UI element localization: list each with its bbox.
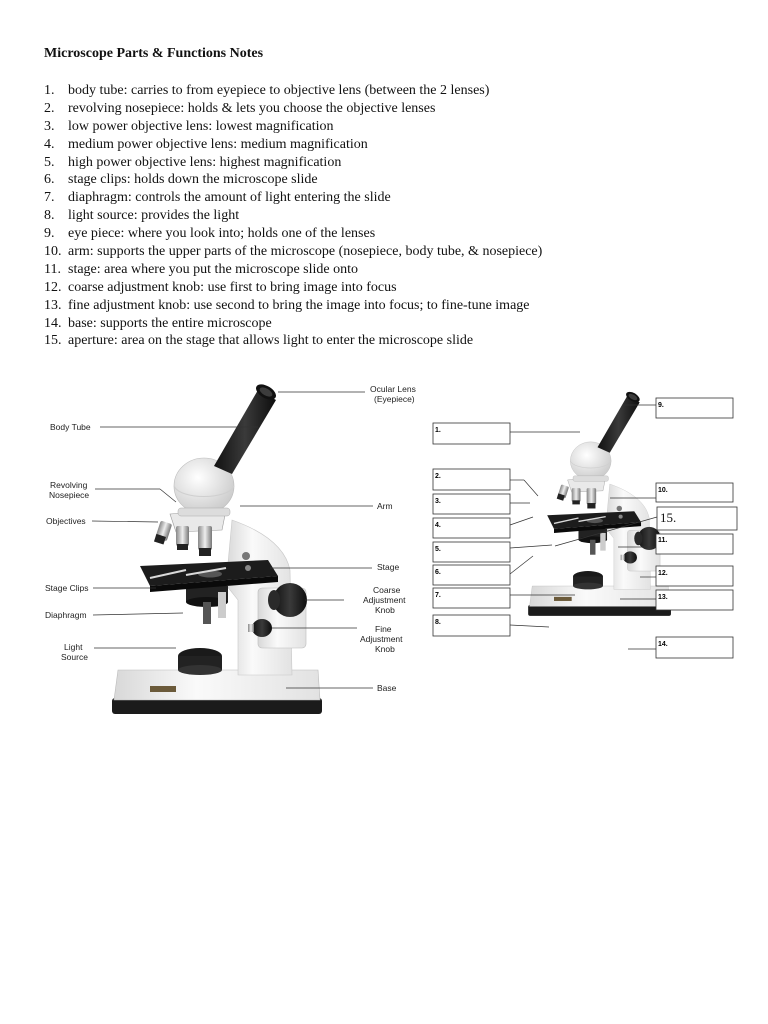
- svg-text:Knob: [375, 605, 395, 615]
- note-text: revolving nosepiece: holds & lets you choose the objective lenses: [68, 100, 436, 116]
- svg-text:Adjustment: [360, 634, 403, 644]
- svg-text:7.: [435, 592, 441, 599]
- svg-text:15.: [660, 510, 676, 525]
- microscope-figures: [0, 370, 768, 730]
- note-item: [44, 189, 542, 207]
- note-text: stage clips: holds down the microscope slide: [68, 172, 318, 188]
- svg-text:Ocular Lens: [370, 384, 416, 394]
- note-text: medium power objective lens: medium magnification: [68, 136, 368, 152]
- svg-text:12.: [658, 570, 668, 577]
- note-number: 3.: [44, 118, 55, 134]
- note-text: coarse adjustment knob: use first to bring image into focus: [68, 279, 397, 295]
- svg-text:Body Tube: [50, 422, 91, 432]
- box-number-12: 12.: [658, 570, 668, 577]
- box-number-11: 11.: [658, 537, 668, 544]
- label-stage-clips: Stage Clips: [45, 583, 89, 593]
- note-number: 11.: [44, 261, 61, 277]
- notes-list: [44, 82, 542, 350]
- svg-text:Coarse: [373, 585, 401, 595]
- label-stage: Stage: [377, 562, 400, 572]
- note-number: 8.: [44, 208, 55, 224]
- note-item: [44, 171, 542, 189]
- answer-box-7[interactable]: [433, 588, 510, 608]
- page-title: Microscope Parts & Functions Notes: [44, 46, 264, 61]
- label-light: Light: [64, 642, 83, 652]
- box-number-2: 2.: [435, 473, 441, 480]
- svg-text:9.: [658, 402, 664, 409]
- svg-text:Revolving: [50, 480, 88, 490]
- label-body-tube: Body Tube: [50, 422, 91, 432]
- label-diaphragm: Diaphragm: [45, 610, 87, 620]
- note-item: [44, 225, 542, 243]
- note-text: diaphragm: controls the amount of light entering the slide: [68, 190, 391, 206]
- svg-text:4.: [435, 522, 441, 529]
- note-item: [44, 279, 542, 297]
- note-number: 7.: [44, 190, 55, 206]
- svg-text:14.: [658, 641, 668, 648]
- note-item: [44, 315, 542, 333]
- svg-text:Diaphragm: [45, 610, 87, 620]
- svg-text:Arm: [377, 501, 393, 511]
- box-number-6: 6.: [435, 569, 441, 576]
- answer-box-9[interactable]: [656, 398, 733, 418]
- note-text: light source: provides the light: [68, 208, 240, 224]
- note-number: 5.: [44, 154, 55, 170]
- svg-text:Fine: [375, 624, 392, 634]
- note-text: base: supports the entire microscope: [68, 315, 272, 331]
- box-number-1: 1.: [435, 427, 441, 434]
- answer-box-6[interactable]: [433, 565, 510, 585]
- label-ocular-lens: Ocular Lens: [370, 384, 416, 394]
- answer-box-5[interactable]: [433, 542, 510, 562]
- note-number: 6.: [44, 172, 55, 188]
- note-text: stage: area where you put the microscope slide onto: [68, 261, 359, 277]
- note-number: 1.: [44, 83, 55, 98]
- svg-text:8.: [435, 619, 441, 626]
- note-item: [44, 82, 542, 100]
- label-nosepiece: Nosepiece: [49, 490, 90, 500]
- labeled-microscope: [45, 381, 416, 714]
- box-number-8: 8.: [435, 619, 441, 626]
- answer-box-4[interactable]: [433, 518, 510, 538]
- svg-text:Base: [377, 683, 397, 693]
- box-number-13: 13.: [658, 594, 668, 601]
- label-coarse-knob: Knob: [375, 605, 395, 615]
- note-text: arm: supports the upper parts of the microscope (nosepiece, body tube, & nosepiece): [68, 244, 543, 260]
- note-number: 9.: [44, 226, 55, 242]
- note-item: [44, 154, 542, 172]
- blank-microscope: [433, 390, 737, 658]
- label-eyepiece: (Eyepiece): [374, 394, 415, 404]
- svg-text:Stage: [377, 562, 399, 572]
- note-item: [44, 261, 542, 279]
- answer-box-8[interactable]: [433, 615, 510, 636]
- note-number: 2.: [44, 100, 55, 116]
- note-item: [44, 118, 542, 136]
- svg-text:Adjustment: [363, 595, 406, 605]
- note-item: [44, 207, 542, 225]
- label-source: Source: [61, 652, 88, 662]
- svg-text:(Eyepiece): [374, 394, 415, 404]
- note-text: aperture: area on the stage that allows light to enter the microscope slide: [68, 333, 474, 349]
- box-number-9: 9.: [658, 402, 664, 409]
- box-number-14: 14.: [658, 641, 668, 648]
- svg-text:Light: [64, 642, 83, 652]
- svg-text:Nosepiece: [49, 490, 89, 500]
- note-item: [44, 136, 542, 154]
- label-fine: Fine: [375, 624, 392, 634]
- label-revolving: Revolving: [50, 480, 88, 490]
- label-arm: Arm: [377, 501, 393, 511]
- note-text: low power objective lens: lowest magnification: [68, 118, 334, 134]
- note-number: 14.: [44, 315, 62, 331]
- note-item: [44, 332, 542, 350]
- note-text: fine adjustment knob: use second to bring the image into focus; to fine-tune image: [68, 297, 530, 313]
- note-item: [44, 100, 542, 118]
- answer-box-1[interactable]: [433, 423, 510, 444]
- svg-text:1.: [435, 427, 441, 434]
- svg-text:13.: [658, 594, 668, 601]
- box-number-15: 15.: [660, 510, 677, 525]
- svg-text:5.: [435, 546, 441, 553]
- label-coarse-adjustment: Adjustment: [363, 595, 406, 605]
- note-number: 12.: [44, 279, 62, 295]
- svg-text:Source: [61, 652, 88, 662]
- note-text: body tube: carries to from eyepiece to objective lens (between the 2 lenses): [68, 83, 490, 98]
- label-objectives: Objectives: [46, 516, 86, 526]
- note-text: high power objective lens: highest magnification: [68, 154, 342, 170]
- box-number-7: 7.: [435, 592, 441, 599]
- svg-text:11.: [658, 537, 667, 544]
- svg-text:Objectives: [46, 516, 86, 526]
- svg-text:Stage Clips: [45, 583, 88, 593]
- label-coarse: Coarse: [373, 585, 401, 595]
- note-text: eye piece: where you look into; holds one of the lenses: [68, 226, 376, 242]
- label-fine-knob: Knob: [375, 644, 395, 654]
- svg-text:Knob: [375, 644, 395, 654]
- box-number-10: 10.: [658, 487, 668, 494]
- box-number-5: 5.: [435, 546, 441, 553]
- box-number-4: 4.: [435, 522, 441, 529]
- note-number: 10.: [44, 244, 62, 260]
- note-number: 15.: [44, 333, 62, 349]
- answer-box-3[interactable]: [433, 494, 510, 514]
- box-number-3: 3.: [435, 498, 441, 505]
- note-item: [44, 243, 542, 261]
- svg-text:10.: [658, 487, 668, 494]
- label-base: Base: [377, 683, 397, 693]
- label-fine-adjustment: Adjustment: [360, 634, 403, 644]
- answer-box-11[interactable]: [656, 534, 733, 554]
- svg-text:3.: [435, 498, 441, 505]
- svg-text:2.: [435, 473, 441, 480]
- note-item: [44, 297, 542, 315]
- note-number: 4.: [44, 136, 55, 152]
- note-number: 13.: [44, 297, 62, 313]
- answer-box-2[interactable]: [433, 469, 510, 490]
- svg-text:6.: [435, 569, 441, 576]
